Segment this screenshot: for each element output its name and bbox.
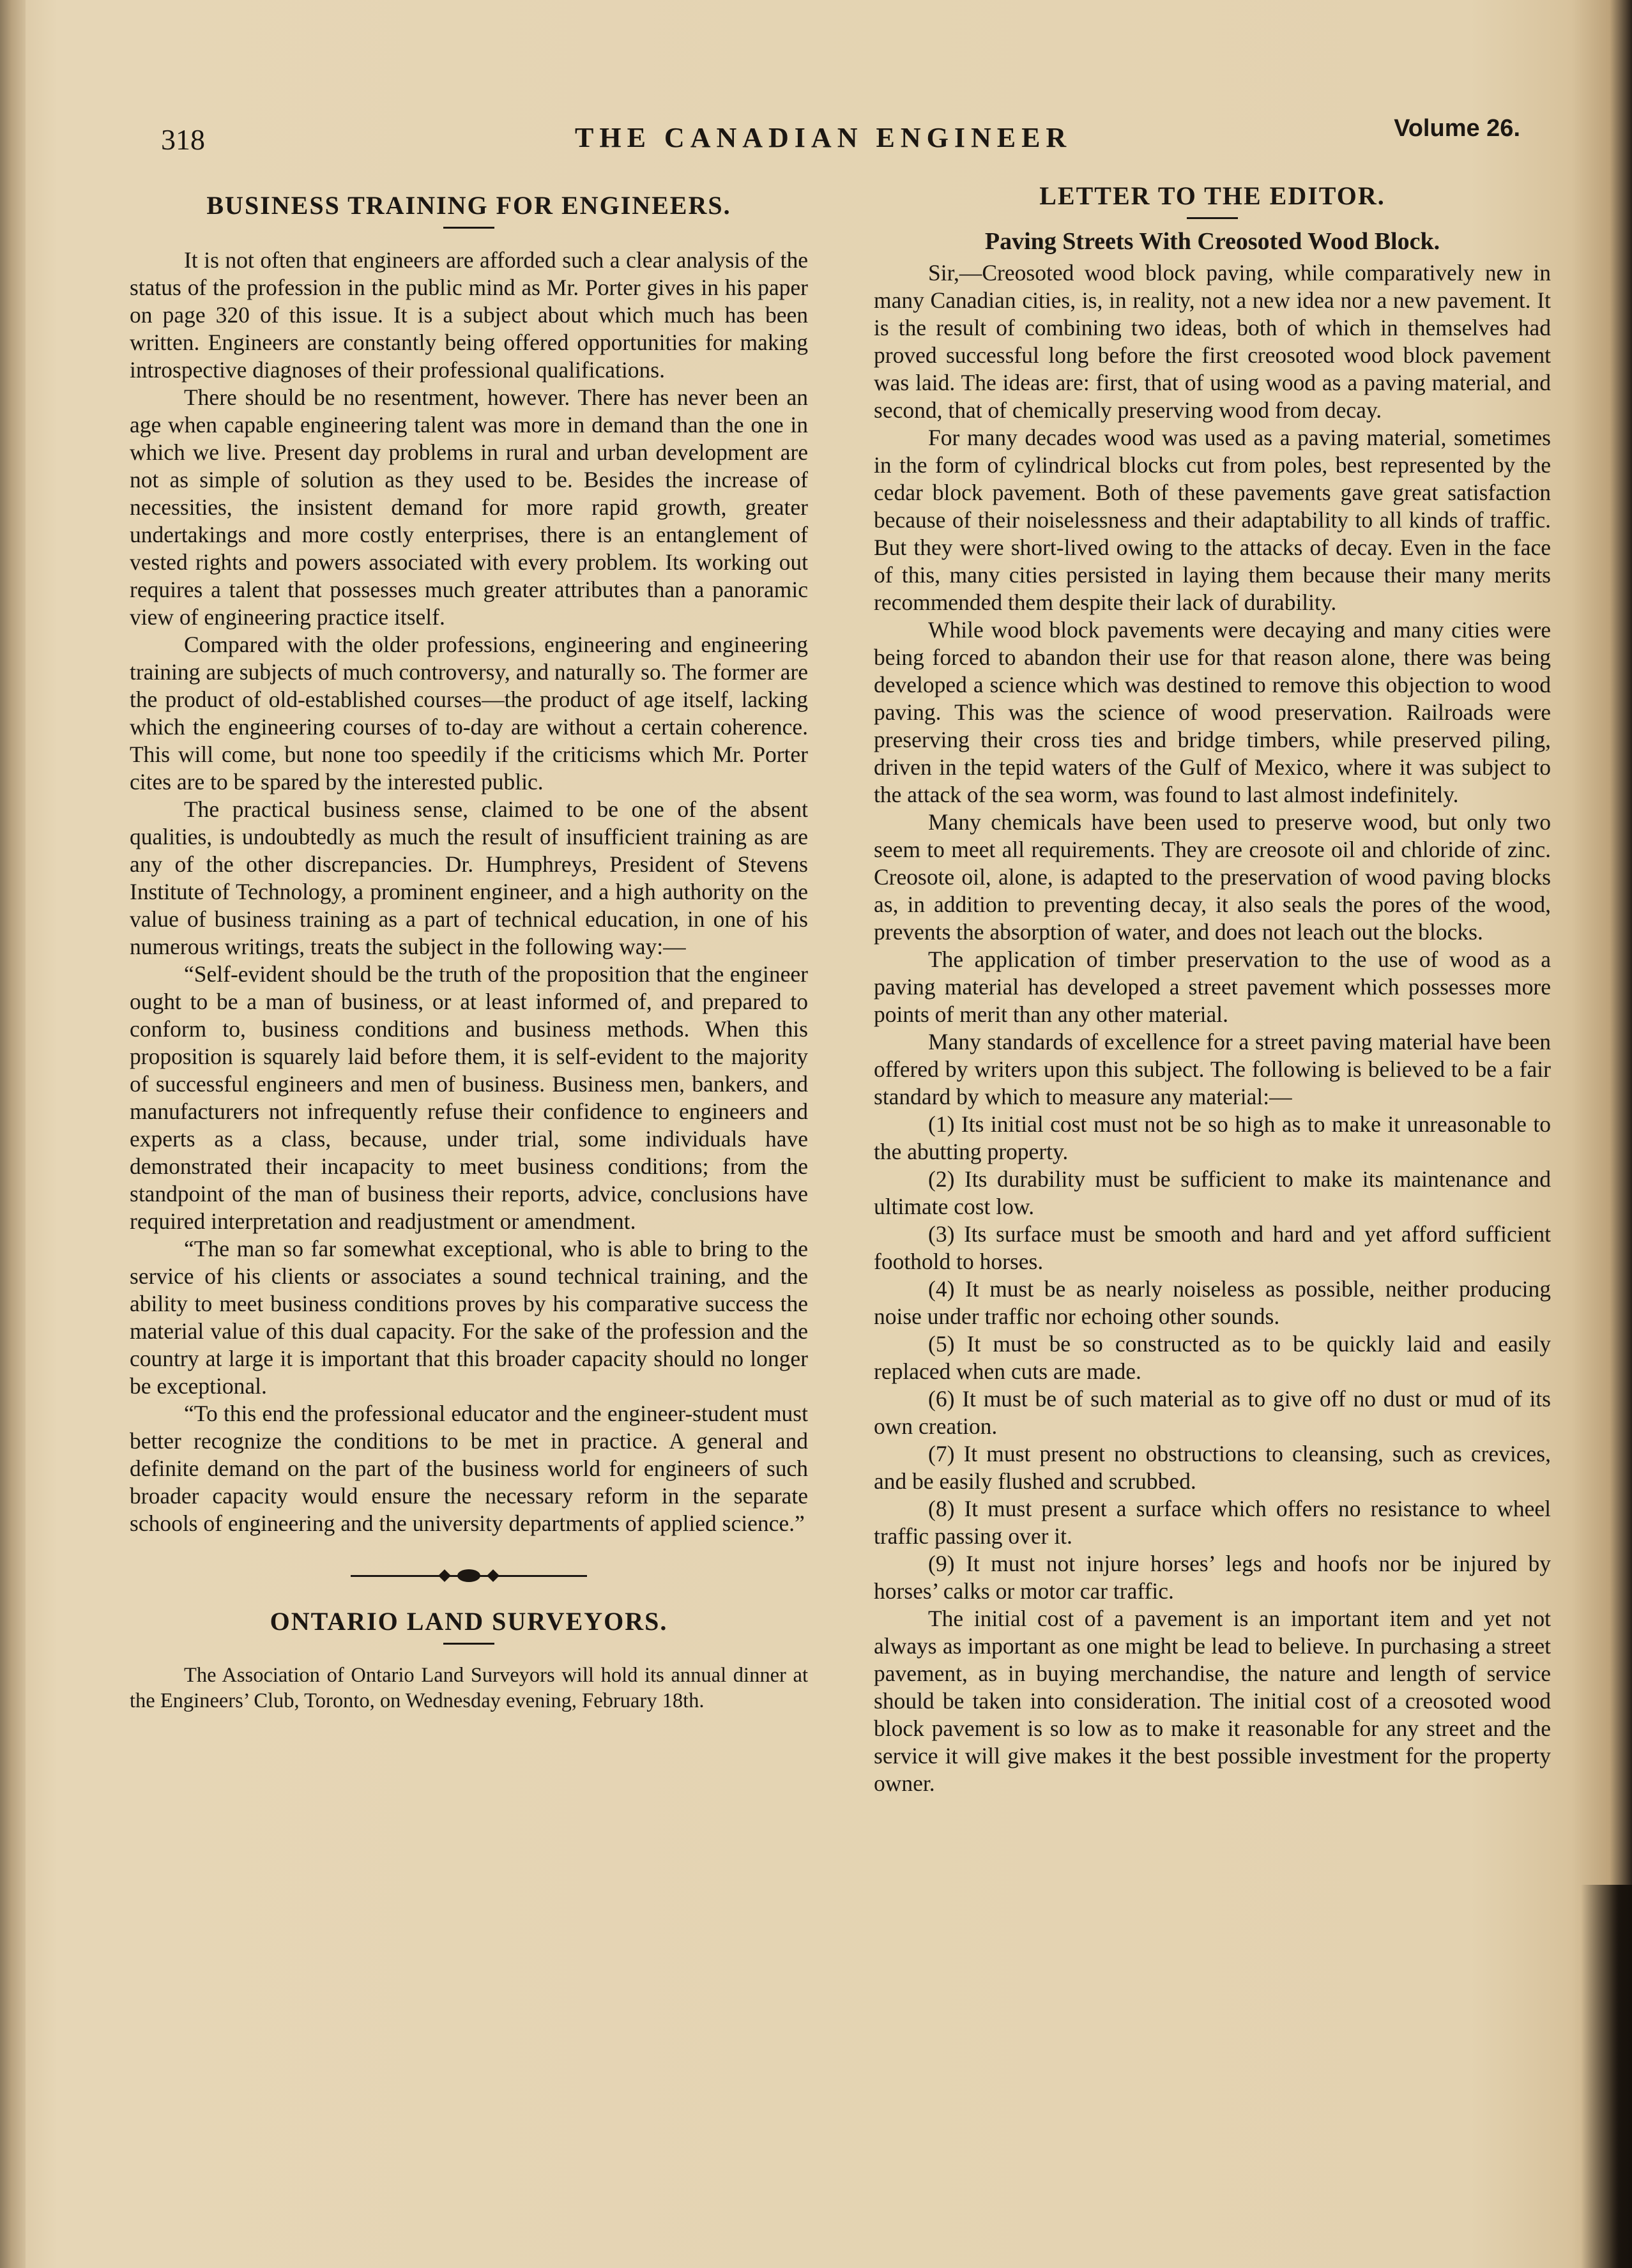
article-paragraph: “Self-evident should be the truth of the proposition that the engineer ought to be a man of business, or at least informed of, and prepared to conform to, business conditions and business methods. When this proposition is squarely laid before them, it is self-evident to the majority of successful engineers and men of business. Business men, bankers, and manufacturers not infrequently refuse their confidence to engineers and experts as a class, because, under trial, some individuals have demonstrated their incapacity to meet business conditions; from the standpoint of the man of business their reports, advice, conclusions have required interpretation and readjustment or amendment. — [130, 961, 808, 1234]
divider-diamond — [487, 1569, 500, 1582]
article-title: ONTARIO LAND SURVEYORS. — [270, 1607, 668, 1636]
letter-paragraph: Many standards of excellence for a street paving material have been offered by writers upon this subject. The following is believed to be a fair standard by which to measure any material:— — [874, 1029, 1551, 1109]
standard-item: (7) It must present no obstructions to cleansing, such as crevices, and be easily flushed and scrubbed. — [874, 1441, 1551, 1494]
standard-item: (5) It must be so constructed as to be quickly laid and easily replaced when cuts are made. — [874, 1331, 1551, 1384]
article-business-training — [130, 192, 808, 1537]
standard-item: (3) Its surface must be smooth and hard and yet afford sufficient foothold to horses. — [874, 1221, 1551, 1274]
standard-item: (1) Its initial cost must not be so high as to make it unreasonable to the abutting property. — [874, 1111, 1551, 1164]
letter-paragraph: Sir,—Creosoted wood block paving, while comparatively new in many Canadian cities, is, in reality, not a new idea nor a new pavement. It is the result of combining two ideas, both of which in themselves had proved successful long before the first creosoted wood block pavement was laid. The ideas are: first, that of using wood as a paving material, and second, that of chemically preserving wood from decay. — [874, 260, 1551, 423]
article-paragraph: The Association of Ontario Land Surveyors will hold its annual dinner at the Engineers’ Club, Toronto, on Wednesday evening, February 18th. — [130, 1664, 808, 1712]
standard-item: (9) It must not injure horses’ legs and hoofs nor be injured by horses’ calks or motor car traffic. — [874, 1551, 1551, 1604]
page-corner-shadow — [1581, 1885, 1632, 2268]
article-title: BUSINESS TRAINING FOR ENGINEERS. — [206, 191, 731, 220]
article-ontario-land-surveyors — [130, 1608, 808, 1714]
section-divider-ornament — [351, 1569, 587, 1582]
standard-item: (4) It must be as nearly noiseless as possible, neither producing noise under traffic nor echoing other sounds. — [874, 1276, 1551, 1329]
letter-paragraph: Many chemicals have been used to preserve wood, but only two seem to meet all requirements. They are creosote oil and chloride of zinc. Creosote oil, alone, is adapted to the preservation of wood paving blocks as, in addition to preventing decay, it also seals the pores of the wood, prevents the absorption of water, and does not leach out the blocks. — [874, 809, 1551, 945]
page-number: 318 — [161, 123, 205, 156]
running-header — [153, 115, 1533, 160]
title-rule — [443, 227, 494, 229]
letter-paragraph: The application of timber preservation to the use of wood as a paving material has developed a street pavement which possesses more points of merit than any other material. — [874, 947, 1551, 1027]
standard-item: (2) Its durability must be sufficient to make its maintenance and ultimate cost low. — [874, 1166, 1551, 1219]
divider-diamond — [438, 1569, 451, 1582]
article-paragraph: “To this end the professional educator and the engineer-student must better recognize the conditions to be met in practice. A general and definite demand on the part of the business world for engineers of such broader capacity would ensure the necessary reform in the separate schools of engineering and the university departments of applied science.” — [130, 1401, 808, 1536]
letter-paragraph: The initial cost of a pavement is an important item and yet not always as important as one might be lead to believe. In purchasing a street pavement, as in buying merchandise, the nature and length of service should be taken into consideration. The initial cost of a creosoted wood block pavement is so low as to make it reasonable for any street and the service it will give makes it the best possible investment for the property owner. — [874, 1606, 1551, 1796]
title-rule — [1187, 217, 1238, 219]
book-binding-edge — [0, 0, 26, 2268]
letter-subtitle: Paving Streets With Creosoted Wood Block. — [984, 228, 1440, 255]
article-paragraph: It is not often that engineers are afforded such a clear analysis of the status of the profession in the public mind as Mr. Porter gives in his paper on page 320 of this issue. It is a subject about which much has been written. Engineers are constantly being offered opportunities for making introspective diagnoses of their professional qualifications. — [130, 247, 808, 383]
letter-paragraph: For many decades wood was used as a paving material, sometimes in the form of cylindrical blocks cut from poles, best represented by the cedar block pavement. Both of these pavements gave great satisfaction because of their noiselessness and their adaptability to all kinds of traffic. But they were short-lived owing to the attacks of decay. Even in the face of this, many cities persisted in laying them because their many merits recommended them despite their lack of durability. — [874, 425, 1551, 615]
right-column — [874, 182, 1551, 1797]
left-column — [130, 192, 808, 1714]
article-paragraph: The practical business sense, claimed to be one of the absent qualities, is undoubtedly as much the result of insufficient training as are any of the other discrepancies. Dr. Humphreys, President of Stevens Institute of Technology, a prominent engineer, and a high authority on the value of business training as a part of technical education, in one of his numerous writings, treats the subject in the following way:— — [130, 796, 808, 959]
standard-item: (6) It must be of such material as to give off no dust or mud of its own creation. — [874, 1386, 1551, 1439]
standard-item: (8) It must present a surface which offers no resistance to wheel traffic passing over it. — [874, 1496, 1551, 1549]
letter-paragraph: While wood block pavements were decaying and many cities were being forced to abandon their use for that reason alone, there was being developed a science which was destined to remove this objection to wood paving. This was the science of wood preservation. Railroads were preserving their cross ties and bridge timbers, while preserved piling, driven in the tepid waters of the Gulf of Mexico, where it was subject to the attack of the sea worm, was found to last almost indefinitely. — [874, 617, 1551, 807]
journal-title: THE CANADIAN ENGINEER — [575, 122, 1072, 153]
letter-title: LETTER TO THE EDITOR. — [1039, 181, 1385, 210]
article-paragraph: There should be no resentment, however. There has never been an age when capable engineering talent was more in demand than the one in which we live. Present day problems in rural and urban development are not as simple of solution as they used to be. Besides the increase of necessities, the insistent demand for more rapid growth, greater undertakings and more costly enterprises, there is an entanglement of vested rights and powers associated with every problem. Its working out requires a talent that possesses much greater attributes than a panoramic view of engineering practice itself. — [130, 384, 808, 630]
volume-label: Volume 26. — [1394, 115, 1520, 142]
divider-center-oval — [457, 1569, 480, 1582]
article-paragraph: “The man so far somewhat exceptional, who is able to bring to the service of his clients or associates a sound technical training, and the ability to meet business conditions proves by his comparative success the material value of this dual capacity. For the sake of the profession and the country at large it is important that this broader capacity should no longer be exceptional. — [130, 1236, 808, 1399]
title-rule — [443, 1643, 494, 1645]
article-paragraph: Compared with the older professions, engineering and engineering training are subjects of much controversy, and naturally so. The former are the product of old-established courses—the product of age itself, lacking which the engineering courses of to-day are without a certain coherence. This will come, but none too speedily if the criticisms which Mr. Porter cites are to be spared by the interested public. — [130, 632, 808, 795]
